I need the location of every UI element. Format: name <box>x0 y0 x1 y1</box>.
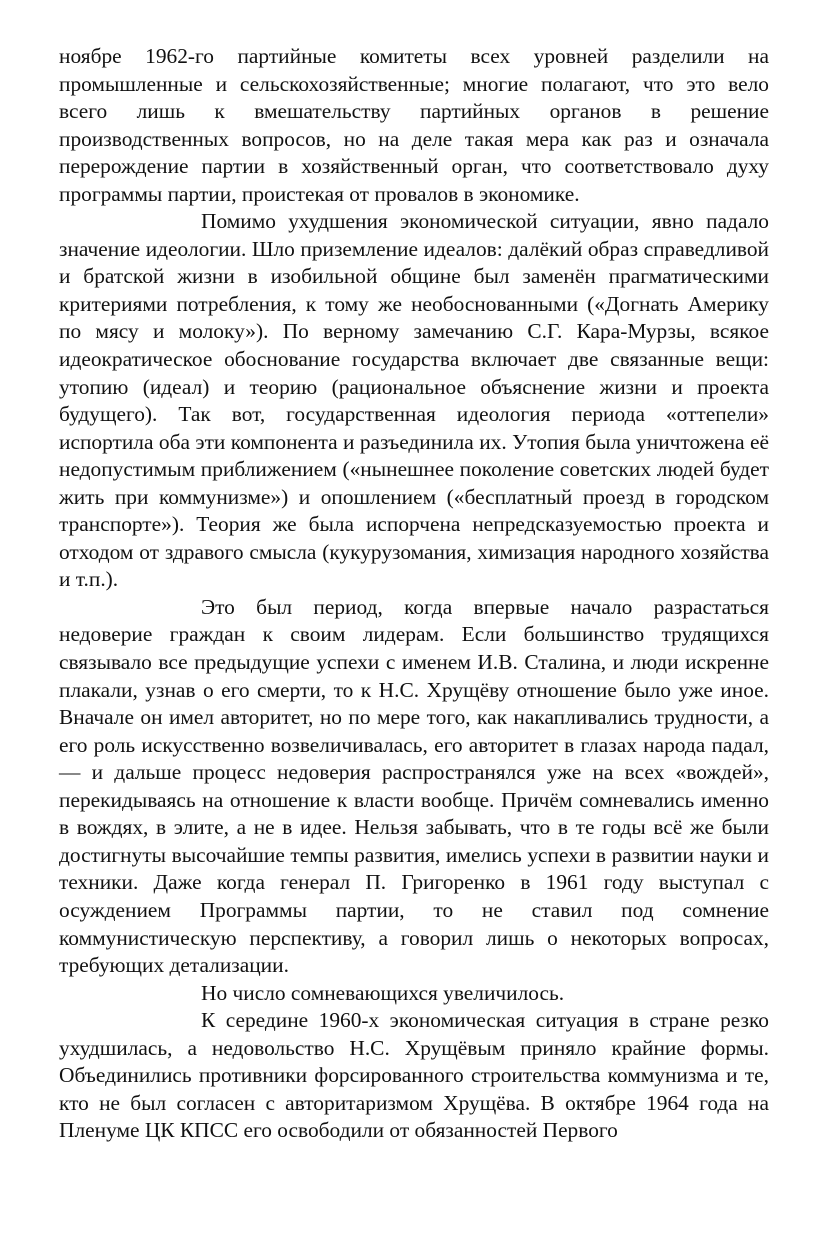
paragraph-5: К середине 1960-х экономическая ситуация в стране резко ухудшилась, а недовольство Н.С. Хрущёвым приняло крайние формы. Объединились противники форсированного строительства коммунизма и те, кто не был согласен с авторитаризмом Хрущёва. В октябре 1964 года на Пленуме ЦК КПСС его освободили от обязанностей Первого <box>59 1008 769 1143</box>
document-page <box>59 43 769 1145</box>
paragraph-1: ноябре 1962-го партийные комитеты всех уровней разделили на промышленные и сельскохозяйственные; многие полагают, что это вело всего лишь к вмешательству партийных органов в решение производственных вопросов, но на деле такая мера как раз и означала перерождение партии в хозяйственный орган, что соответствовало духу программы партии, проистекая от провалов в экономике. <box>59 44 769 206</box>
paragraph-2: Помимо ухудшения экономической ситуации, явно падало значение идеологии. Шло приземление идеалов: далёкий образ справедливой и братской жизни в изобильной общине был заменён прагматическими критериями потребления, к тому же необоснованными («Догнать Америку по мясу и молоку»). По верному замечанию С.Г. Кара-Мурзы, всякое идеократическое обоснование государства включает две связанные вещи: утопию (идеал) и теорию (рациональное объяснение жизни и проекта будущего). Так вот, государственная идеология периода «оттепели» испортила оба эти компонента и разъединила их. Утопия была уничтожена её недопустимым приближением («нынешнее поколение советских людей будет жить при коммунизме») и опошлением («бесплатный проезд в городском транспорте»). Теория же была испорчена непредсказуемостью проекта и отходом от здравого смысла (кукурузомания, химизация народного хозяйства и т.п.). <box>59 209 769 592</box>
paragraph-4: Но число сомневающихся увеличилось. <box>201 980 565 1005</box>
paragraph-3: Это был период, когда впервые начало разрастаться недоверие граждан к своим лидерам. Если большинство трудящихся связывало все предыдущие успехи с именем И.В. Сталина, и люди искренне плакали, узнав о его смерти, то к Н.С. Хрущёву отношение было уже иное. Вначале он имел авторитет, но по мере того, как накапливались трудности, а его роль искусственно возвеличивалась, его авторитет в глазах народа падал, — и дальше процесс недоверия распространялся уже на всех «вождей», перекидываясь на отношение к власти вообще. Причём сомневались именно в вождях, в элите, а не в идее. Нельзя забывать, что в те годы всё же были достигнуты высочайшие темпы развития, имелись успехи в развитии науки и техники. Даже когда генерал П. Григоренко в 1961 году выступал с осуждением Программы партии, то не ставил под сомнение коммунистическую перспективу, а говорил лишь о некоторых вопросах, требующих детализации. <box>59 594 769 978</box>
